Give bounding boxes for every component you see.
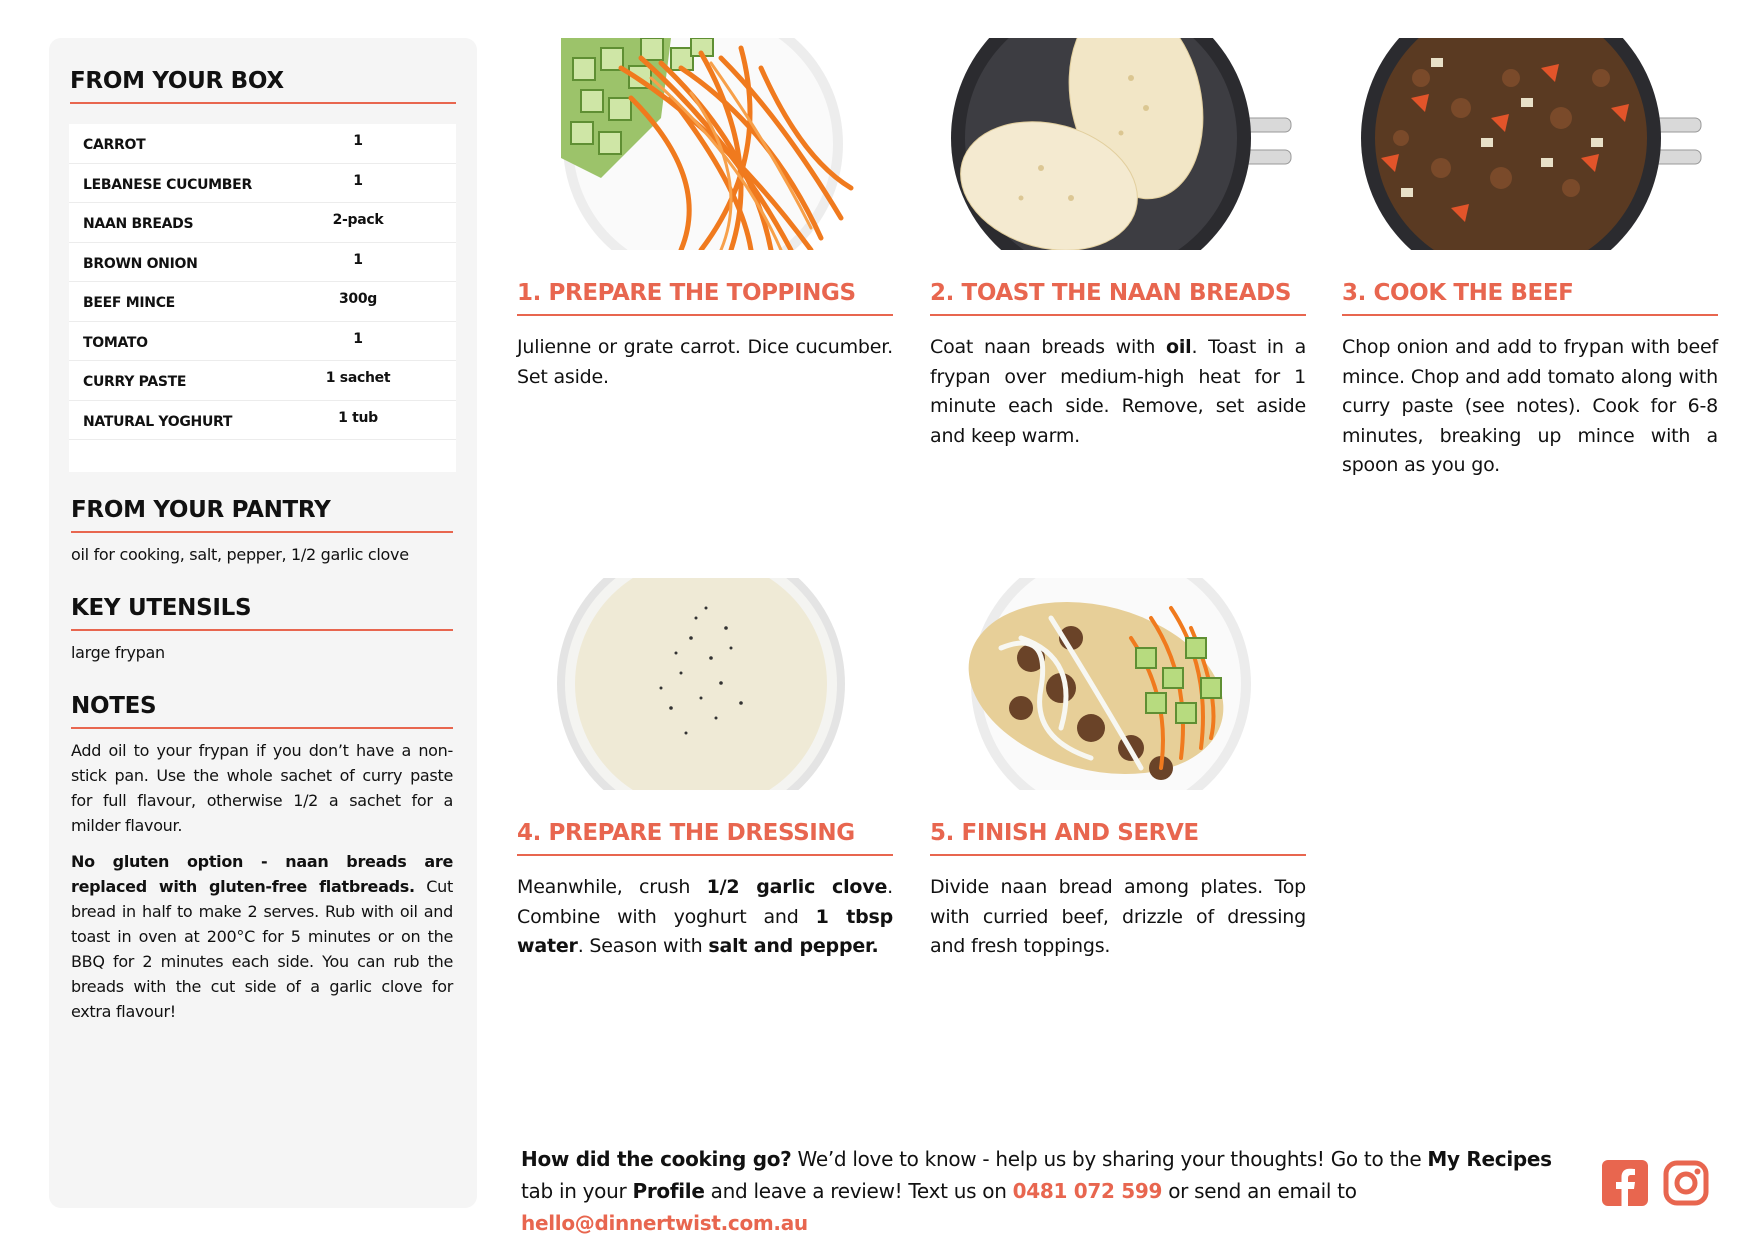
footer-text-c: and leave a review! Text us on [704,1179,1013,1203]
footer-question: How did the cooking go? [521,1147,792,1171]
step-2-text-a: Coat naan breads with [930,336,1166,358]
step-5-text: Divide naan bread among plates. Top with curried beef, drizzle of dressing and fresh toppings. [930,876,1306,957]
notes-paragraph: Add oil to your frypan if you don’t have a non-stick pan. Use the whole sachet of curry paste for full flavour, otherwise 1/2 a sachet for a milder flavour. [71,741,453,835]
step-2-bold-oil: oil [1165,336,1192,358]
ingredient-qty: 2-pack [332,212,384,228]
ingredient-row [69,401,456,441]
step-3-title: 3. COOK THE BEEF [1342,280,1718,316]
step-1-text: Julienne or grate carrot. Dice cucumber. Set aside. [517,336,893,388]
footer-profile[interactable]: Profile [632,1179,705,1203]
notes-paragraph-gluten [71,849,453,1024]
utensils-text: large frypan [71,643,165,662]
ingredient-qty: 1 tub [338,409,378,426]
ingredients-table [69,124,456,472]
ingredient-name: NAAN BREADS [83,216,194,232]
ingredient-qty: 1 sachet [325,370,391,386]
step-2-title: 2. TOAST THE NAAN BREADS [930,280,1306,316]
notes-body [71,738,453,1035]
step-4-bold-water: 1 tbsp water [517,905,893,957]
pantry-text: oil for cooking, salt, pepper, 1/2 garlic clove [71,545,409,564]
ingredient-row [69,282,456,322]
step-4-text [517,873,893,962]
footer-my-recipes[interactable]: My Recipes [1427,1147,1552,1171]
ingredient-qty: 1 [353,251,363,268]
step-4-text-b: . Combine with yoghurt and [517,876,893,928]
notes-title: NOTES [71,693,453,729]
ingredient-name: LEBANESE CUCUMBER [83,176,252,193]
step-2-text [930,333,1306,451]
step-2-text-b: . Toast in a frypan over medium-high heat for 1 minute each side. Remove, set aside and keep warm. [930,336,1307,447]
step-5-image [931,578,1307,790]
from-your-box-title: FROM YOUR BOX [70,68,456,104]
instagram-icon[interactable] [1663,1160,1709,1206]
ingredient-row [69,243,456,283]
step-1-image [521,38,897,250]
ingredient-qty: 300g [338,291,378,307]
ingredient-name: CARROT [83,137,146,153]
ingredient-row [69,361,456,401]
step-4-text-c: . Season with [577,935,709,957]
step-4-title: 4. PREPARE THE DRESSING [517,820,893,856]
ingredient-qty: 1 [353,330,363,347]
step-1-title: 1. PREPARE THE TOPPINGS [517,280,893,316]
step-3-image [1341,38,1717,250]
facebook-icon[interactable] [1602,1160,1648,1206]
ingredient-name: TOMATO [83,334,148,351]
footer-text-b: tab in your [521,1179,633,1203]
notes-gluten-text: Cut bread in half to make 2 serves. Rub with oil and toast in oven at 200°C for 5 minutes or on the BBQ for 2 minutes each side. You can rub the breads with the cut side of a garlic clove for extra flavour! [71,877,453,1021]
ingredient-row [69,203,456,243]
ingredient-row [69,164,456,204]
footer-text-d: or send an email to [1162,1179,1357,1203]
step-3-text: Chop onion and add to frypan with beef mince. Chop and add tomato along with curry paste (see notes). Cook for 6-8 minutes, breaking up mince with a spoon as you go. [1342,336,1718,476]
notes-gluten-bold: No gluten option - naan breads are replaced with gluten-free flatbreads. [71,852,453,896]
footer-text-a: We’d love to know - help us by sharing your thoughts! Go to the [791,1147,1428,1171]
ingredient-name: CURRY PASTE [83,374,187,390]
step-4-bold-salt: salt and pepper. [708,935,879,957]
step-2-image [931,38,1307,250]
ingredient-name: NATURAL YOGHURT [83,413,233,430]
ingredient-name: BROWN ONION [83,255,198,272]
footer-phone-link[interactable]: 0481 072 599 [1012,1179,1163,1203]
step-5-title: 5. FINISH AND SERVE [930,820,1306,856]
ingredient-qty: 1 [353,133,363,149]
key-utensils-title: KEY UTENSILS [71,595,453,631]
ingredient-name: BEEF MINCE [83,295,175,311]
ingredient-row [69,322,456,362]
feedback-footer [521,1143,1581,1239]
ingredient-row [69,124,456,164]
step-4-bold-garlic: 1/2 garlic clove [706,876,888,898]
footer-email-link[interactable]: hello@dinnertwist.com.au [521,1211,808,1235]
step-4-text-a: Meanwhile, crush [517,876,707,898]
from-your-pantry-title: FROM YOUR PANTRY [71,497,453,533]
step-4-image [521,578,897,790]
ingredient-qty: 1 [353,172,363,189]
